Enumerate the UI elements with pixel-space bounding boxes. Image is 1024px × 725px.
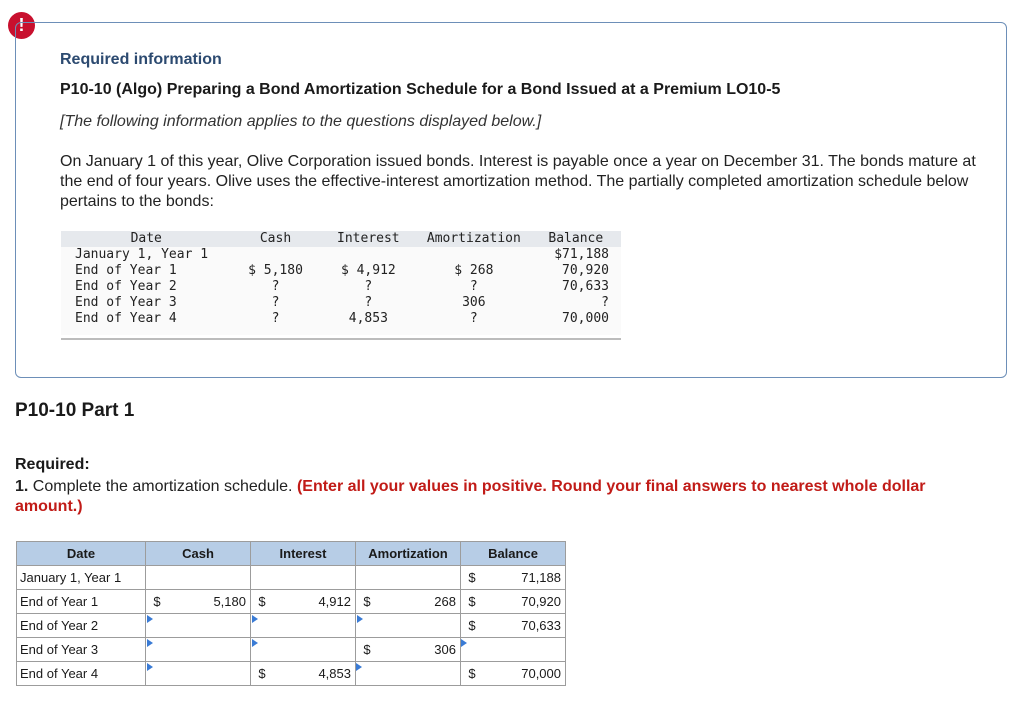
given-date: End of Year 2 <box>61 279 231 295</box>
dollar-sign: $ <box>153 594 161 609</box>
input-marker-icon <box>147 663 153 671</box>
given-interest: 4,853 <box>320 311 418 335</box>
amortization-answer-table <box>16 541 566 686</box>
given-schedule-table <box>61 231 621 335</box>
input-marker-icon <box>147 639 153 647</box>
amortization-input[interactable] <box>356 590 461 614</box>
given-amortization: 306 <box>417 295 530 311</box>
answer-row <box>17 638 566 662</box>
given-row <box>61 263 621 279</box>
instruction-text <box>15 477 975 517</box>
given-interest <box>320 247 418 263</box>
given-interest: ? <box>320 295 418 311</box>
given-balance: 70,633 <box>531 279 621 295</box>
dollar-sign: $ <box>468 594 476 609</box>
given-date: End of Year 4 <box>61 311 231 335</box>
input-marker-icon <box>252 639 258 647</box>
answer-date: January 1, Year 1 <box>17 566 146 590</box>
balance-value: 70,920 <box>521 594 561 609</box>
answer-date: End of Year 3 <box>17 638 146 662</box>
answer-row <box>17 566 566 590</box>
given-row <box>61 311 621 335</box>
balance-input[interactable] <box>461 614 566 638</box>
interest-value: 4,853 <box>318 666 351 681</box>
cash-input[interactable] <box>146 662 251 686</box>
given-header-amortization: Amortization <box>417 231 530 247</box>
balance-value: 71,188 <box>521 570 561 585</box>
given-row <box>61 279 621 295</box>
applies-note: [The following information applies to the questions displayed below.] <box>60 113 542 130</box>
given-cash <box>231 247 319 263</box>
given-balance: $71,188 <box>531 247 621 263</box>
dollar-sign: $ <box>363 642 371 657</box>
dollar-sign: $ <box>468 666 476 681</box>
given-interest: ? <box>320 279 418 295</box>
cash-input[interactable] <box>146 614 251 638</box>
given-cash: ? <box>231 279 319 295</box>
instruction-emphasis: (Enter all your values in positive. Round your final answers to nearest whole dollar amount.) <box>15 478 926 515</box>
given-balance: ? <box>531 295 621 311</box>
given-cash: $ 5,180 <box>231 263 319 279</box>
cash-value: 5,180 <box>213 594 246 609</box>
given-date: January 1, Year 1 <box>61 247 231 263</box>
amortization-value: 306 <box>434 642 456 657</box>
given-cash: ? <box>231 295 319 311</box>
interest-input <box>251 566 356 590</box>
given-amortization: ? <box>417 279 530 295</box>
answer-header-cash: Cash <box>146 542 251 566</box>
given-date: End of Year 1 <box>61 263 231 279</box>
given-date: End of Year 3 <box>61 295 231 311</box>
answer-row <box>17 662 566 686</box>
required-label: Required: <box>15 456 90 473</box>
answer-date: End of Year 4 <box>17 662 146 686</box>
balance-cell <box>461 566 566 590</box>
input-marker-icon <box>357 615 363 623</box>
answer-header-amortization: Amortization <box>356 542 461 566</box>
given-header-cash: Cash <box>231 231 319 247</box>
required-information-heading: Required information <box>60 51 222 68</box>
given-table-divider <box>61 338 621 340</box>
cash-input[interactable] <box>146 638 251 662</box>
answer-header-interest: Interest <box>251 542 356 566</box>
answer-date: End of Year 2 <box>17 614 146 638</box>
given-interest: $ 4,912 <box>320 263 418 279</box>
given-amortization <box>417 247 530 263</box>
interest-input[interactable] <box>251 590 356 614</box>
given-header-date: Date <box>61 231 231 247</box>
dollar-sign: $ <box>468 618 476 633</box>
cash-input[interactable] <box>146 590 251 614</box>
alert-icon: ! <box>8 12 35 39</box>
answer-header-balance: Balance <box>461 542 566 566</box>
answer-row <box>17 590 566 614</box>
given-cash: ? <box>231 311 319 335</box>
part-heading: P10-10 Part 1 <box>15 400 135 421</box>
input-marker-icon <box>147 615 153 623</box>
interest-input[interactable] <box>251 638 356 662</box>
answer-date: End of Year 1 <box>17 590 146 614</box>
answer-header-date: Date <box>17 542 146 566</box>
amortization-value: 268 <box>434 594 456 609</box>
answer-row <box>17 614 566 638</box>
balance-input[interactable] <box>461 638 566 662</box>
interest-value: 4,912 <box>318 594 351 609</box>
given-amortization: ? <box>417 311 530 335</box>
intro-paragraph: On January 1 of this year, Olive Corporation issued bonds. Interest is payable once a year on December 31. The bonds mature at the end of four years. Olive uses the effective-interest amortization method. The partially completed amortization schedule below pertains to the bonds: <box>60 153 976 210</box>
balance-input[interactable] <box>461 662 566 686</box>
dollar-sign: $ <box>258 666 266 681</box>
amortization-input <box>356 566 461 590</box>
given-row <box>61 295 621 311</box>
balance-value: 70,633 <box>521 618 561 633</box>
instruction-number: 1. <box>15 478 29 495</box>
balance-input[interactable] <box>461 590 566 614</box>
instruction-body: Complete the amortization schedule. <box>28 478 297 495</box>
given-row <box>61 247 621 263</box>
interest-input[interactable] <box>251 662 356 686</box>
cash-input <box>146 566 251 590</box>
dollar-sign: $ <box>363 594 371 609</box>
dollar-sign: $ <box>468 570 476 585</box>
problem-title: P10-10 (Algo) Preparing a Bond Amortization Schedule for a Bond Issued at a Premium LO10-5 <box>60 81 781 98</box>
balance-value: 70,000 <box>521 666 561 681</box>
amortization-input[interactable] <box>356 638 461 662</box>
given-amortization: $ 268 <box>417 263 530 279</box>
given-header-interest: Interest <box>320 231 418 247</box>
amortization-input[interactable] <box>356 662 461 686</box>
input-marker-icon <box>252 615 258 623</box>
dollar-sign: $ <box>258 594 266 609</box>
given-balance: 70,000 <box>531 311 621 335</box>
given-balance: 70,920 <box>531 263 621 279</box>
amortization-input[interactable] <box>356 614 461 638</box>
given-header-balance: Balance <box>531 231 621 247</box>
interest-input[interactable] <box>251 614 356 638</box>
